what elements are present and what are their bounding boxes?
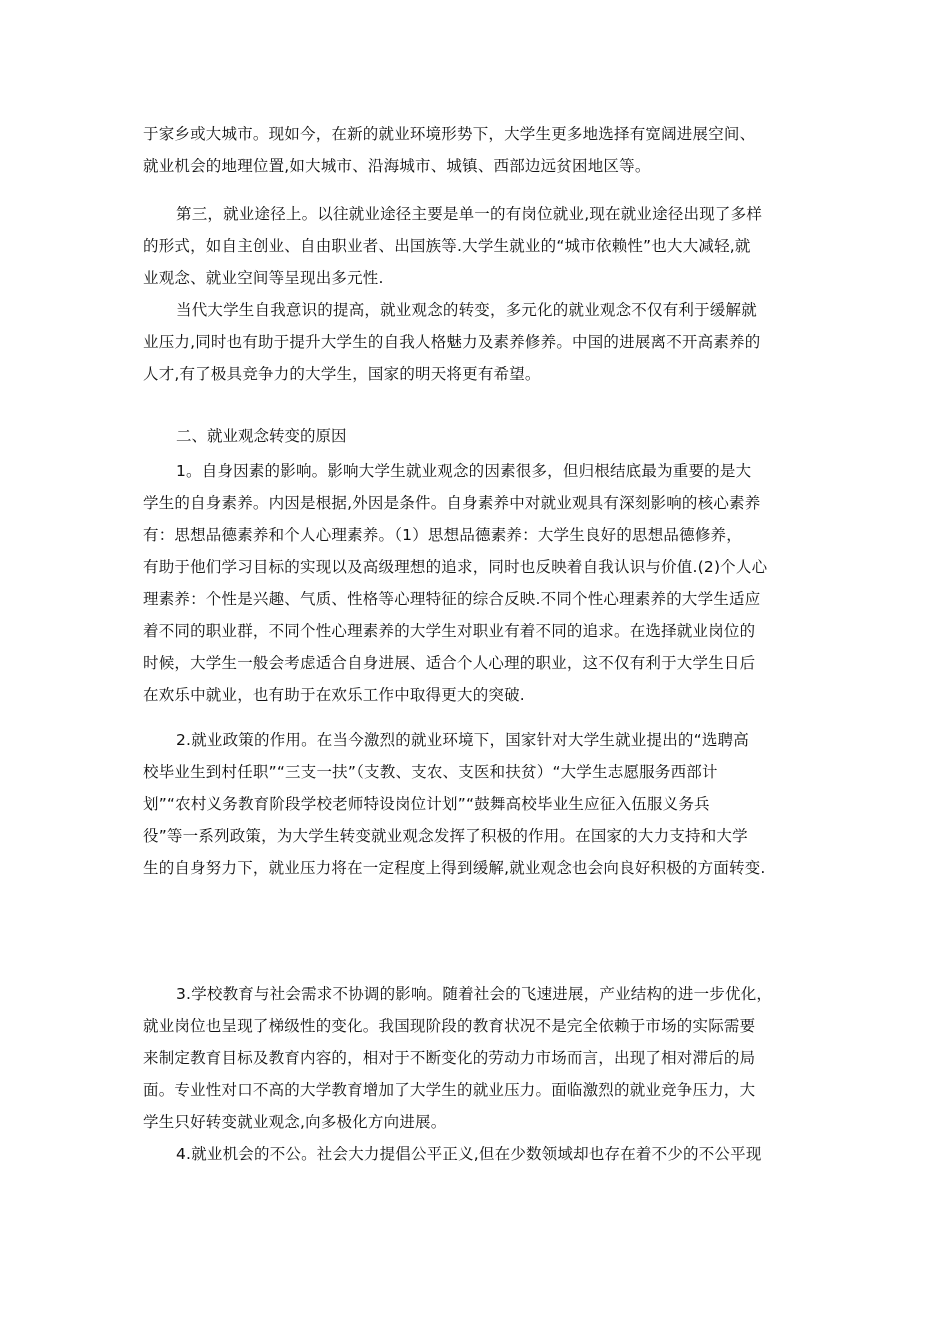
text-line: 3.学校教育与社会需求不协调的影响。随着社会的飞速进展，产业结构的进一步优化， [176, 985, 773, 1003]
text-line: 人才,有了极具竞争力的大学生，国家的明天将更有希望。 [143, 365, 541, 383]
text-line: 于家乡或大城市。现如今，在新的就业环境形势下，大学生更多地选择有宽阔进展空间、 [143, 125, 756, 143]
text-line: 有助于他们学习目标的实现以及高级理想的追求，同时也反映着自我认识与价值.(2)个人心 [143, 558, 768, 576]
text-line: 就业机会的地理位置,如大城市、沿海城市、城镇、西部边远贫困地区等。 [143, 157, 651, 175]
text-line: 校毕业生到村任职”“三支一扶”（支教、支农、支医和扶贫）“大学生志愿服务西部计 [143, 763, 718, 781]
text-line: 有：思想品德素养和个人心理素养。（1）思想品德素养：大学生良好的思想品德修养， [143, 526, 742, 544]
text-line: 学生的自身素养。内因是根据,外因是条件。自身素养中对就业观具有深刻影响的核心素养 [143, 494, 761, 512]
text-line: 役”等一系列政策，为大学生转变就业观念发挥了积极的作用。在国家的大力支持和大学 [143, 827, 748, 845]
text-line: 来制定教育目标及教育内容的，相对于不断变化的劳动力市场而言，出现了相对滞后的局 [143, 1049, 756, 1067]
text-line: 划”“农村义务教育阶段学校老师特设岗位计划”“鼓舞高校毕业生应征入伍服义务兵 [143, 795, 710, 813]
text-line: 着不同的职业群，不同个性心理素养的大学生对职业有着不同的追求。在选择就业岗位的 [143, 622, 756, 640]
text-line: 业观念、就业空间等呈现出多元性. [143, 269, 384, 287]
text-line: 时候，大学生一般会考虑适合自身进展、适合个人心理的职业，这不仅有利于大学生日后 [143, 654, 756, 672]
paragraph-opportunity-unfairness [143, 1138, 808, 1170]
paragraph-employment-path [143, 198, 808, 294]
text-line: 1。自身因素的影响。影响大学生就业观念的因素很多，但归根结底最为重要的是大 [176, 462, 752, 480]
paragraph-education-mismatch [143, 978, 808, 1138]
paragraph-self-awareness [143, 294, 808, 390]
text-line: 理素养：个性是兴趣、气质、性格等心理特征的综合反映.不同个性心理素养的大学生适应 [143, 590, 761, 608]
text-line: 学生只好转变就业观念,向多极化方向进展。 [143, 1113, 447, 1131]
text-line: 当代大学生自我意识的提高，就业观念的转变，多元化的就业观念不仅有利于缓解就 [176, 301, 757, 319]
text-line: 就业岗位也呈现了梯级性的变化。我国现阶段的教育状况不是完全依赖于市场的实际需要 [143, 1017, 756, 1035]
text-line: 第三，就业途径上。以往就业途径主要是单一的有岗位就业,现在就业途径出现了多样 [176, 205, 763, 223]
text-line: 的形式，如自主创业、自由职业者、出国族等.大学生就业的“城市依赖性”也大大减轻,就 [143, 237, 751, 255]
text-line: 在欢乐中就业，也有助于在欢乐工作中取得更大的突破. [143, 686, 525, 704]
text-line: 生的自身努力下，就业压力将在一定程度上得到缓解,就业观念也会向良好积极的方面转变. [143, 859, 766, 877]
paragraph-employment-policy [143, 724, 808, 884]
section-heading: 二、就业观念转变的原因 [176, 427, 347, 445]
text-line: 业压力,同时也有助于提升大学生的自我人格魅力及素养修养。中国的进展离不开高素养的 [143, 333, 761, 351]
paragraph-location-continuation [143, 118, 808, 182]
text-line: 2.就业政策的作用。在当今激烈的就业环境下，国家针对大学生就业提出的“选聘高 [176, 731, 749, 749]
text-line: 4.就业机会的不公。社会大力提倡公平正义,但在少数领域却也存在着不少的不公平现 [176, 1145, 762, 1163]
text-line: 面。专业性对口不高的大学教育增加了大学生的就业压力。面临激烈的就业竞争压力，大 [143, 1081, 756, 1099]
paragraph-self-factors [143, 455, 808, 711]
